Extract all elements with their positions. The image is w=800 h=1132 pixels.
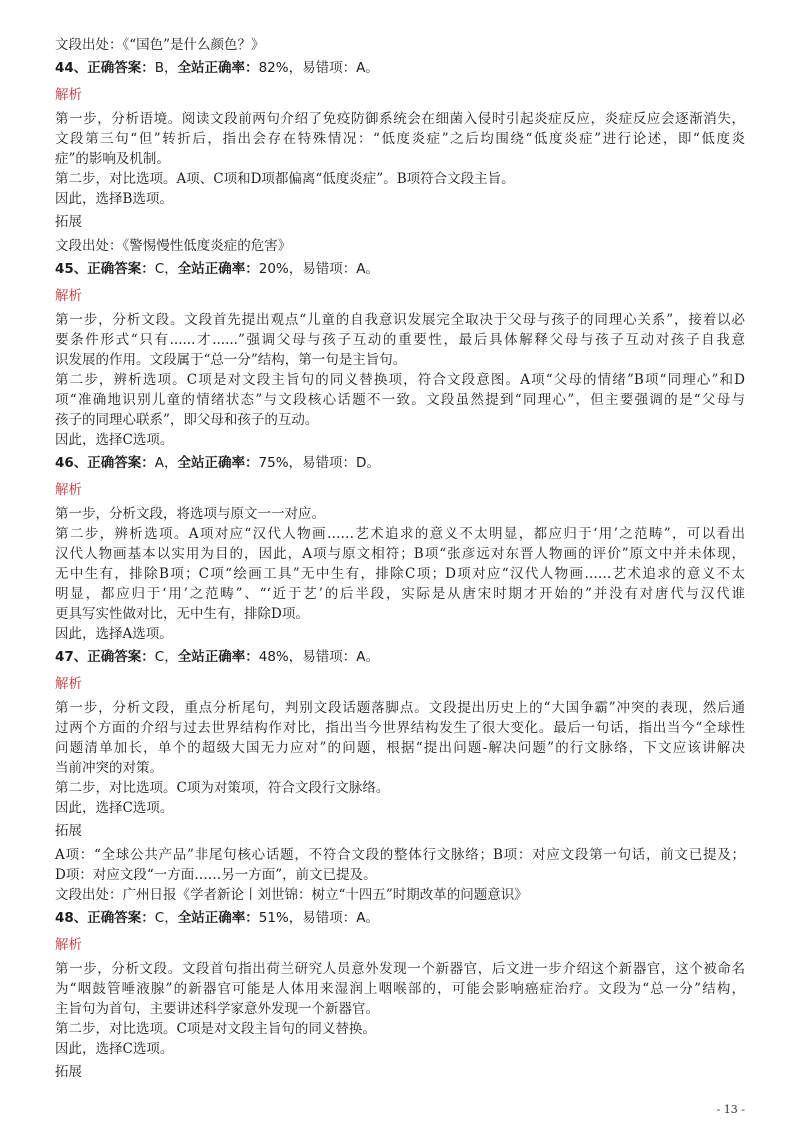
q47-answer-label: 47、正确答案： (55, 649, 155, 665)
q46-step2-line: 第二步，辨析选项。A项对应“汉代人物画……艺术追求的意义不太明显，都应归于‘用’之范畴”，可以看出 (55, 526, 745, 542)
q45-step1-line: 识发展的作用。文段属于“总一分”结构，第一句是主旨句。 (55, 352, 407, 368)
q46-conclusion: 因此，选择A选项。 (55, 626, 173, 642)
q45-analysis-label: 解析 (55, 288, 82, 304)
q46-answer-label: 46、正确答案： (55, 455, 155, 471)
q44-answer-value: B， (154, 60, 178, 76)
q46-step2-line: 汉代人物画基本以实用为目的，因此，A项与原文相符；B项“张彦远对东晋人物画的评价”原文中并未体现， (55, 546, 745, 562)
q48-step1-line: 主旨句为首句，主要讲述科学家意外发现一个新器官。 (55, 1001, 379, 1017)
q48-step1-line: 为“咽鼓管唾液腺”的新器官可能是人体用来湿润上咽喉部的，可能会影响癌症治疗。文段为“总一分”结构， (55, 981, 745, 997)
q47-analysis-label: 解析 (55, 676, 82, 692)
q48-answer-header (55, 905, 745, 932)
q44-step2-line: 第二步，对比选项。A项、C项和D项都偏离“低度炎症”。B项符合文段主旨。 (55, 171, 515, 187)
q46-step2-line: 明显，都应归于‘用’之范畴”、“‘近于艺’的后半段，实际是从唐宋时期才开始的”并没有对唐代与汉代谁 (55, 586, 745, 602)
q44-step1-line: 文段第三句“但”转折后，指出会存在特殊情况：“低度炎症”之后均围绕“低度炎症”进行论述，即“低度炎 (55, 131, 745, 147)
q47-step1-line: 问题清单加长，单个的超级大国无力应对”的问题，根据“提出问题-解决问题”的行文脉络，下文应该讲解决 (55, 740, 745, 756)
q45-step1-line: 要条件形式“只有......才......”强调父母与孩子互动的重要性，最后具体解释父母与孩子互动对孩子自我意 (55, 332, 745, 348)
q46-step1-line: 第一步，分析文段，将选项与原文一一对应。 (55, 506, 325, 522)
q47-step1-line: 当前冲突的对策。 (55, 760, 163, 776)
q47-extension-line: A项：“全球公共产品”非尾句核心话题，不符合文段的整体行文脉络；B项：对应文段第一句话，前文已提及； (55, 847, 745, 863)
q47-step1-line: 第一步，分析文段，重点分析尾句，判别文段话题落脚点。文段提出历史上的“大国争霸”冲突的表现，然后通 (55, 700, 745, 716)
q47-extension-line: D项：对应文段“一方面……另一方面”，前文已提及。 (55, 867, 377, 883)
q48-extension-label: 拓展 (55, 1064, 82, 1080)
q48-analysis-label: 解析 (55, 937, 82, 953)
q43-source: 文段出处：《“国色”是什么颜色？》 (55, 37, 265, 53)
q47-conclusion: 因此，选择C选项。 (55, 800, 174, 816)
q45-step2-line: 第二步，辨析选项。C项是对文段主旨句的同义替换项，符合文段意图。A项“父母的情绪”B项“同理心”和D (55, 372, 745, 388)
q46-step2-line: 更具写实性做对比，无中生有，排除D项。 (55, 606, 309, 622)
document-page (55, 35, 745, 1086)
q47-answer-header (55, 644, 745, 671)
q45-answer-value: C， (154, 261, 178, 277)
q45-conclusion: 因此，选择C选项。 (55, 432, 174, 448)
q47-rate-value: 48%，易错项：A。 (258, 649, 379, 665)
q48-conclusion: 因此，选择C选项。 (55, 1041, 174, 1057)
q44-rate-label: 全站正确率： (177, 60, 259, 76)
q48-step1-line: 第一步，分析文段。文段首句指出荷兰研究人员意外发现一个新器官，后文进一步介绍这个新器官，这个被命名 (55, 961, 745, 977)
q48-rate-value: 51%，易错项：A。 (258, 910, 379, 926)
q47-step2-line: 第二步，对比选项。C项为对策项，符合文段行文脉络。 (55, 780, 390, 796)
q46-analysis-label: 解析 (55, 482, 82, 498)
q46-rate-value: 75%，易错项：D。 (258, 455, 380, 471)
q45-step2-line: 孩子的同理心联系”，即父母和孩子的互动。 (55, 412, 319, 428)
q44-extension-label: 拓展 (55, 214, 82, 230)
page-number: - 13 - (716, 1103, 745, 1116)
q47-rate-label: 全站正确率： (177, 649, 259, 665)
q44-conclusion: 因此，选择B选项。 (55, 191, 173, 207)
q47-step1-line: 过两个方面的介绍与过去世界结构作对比，指出当今世界结构发生了很大变化。最后一句话，指出当今“全球性 (55, 720, 745, 736)
q45-answer-label: 45、正确答案： (55, 261, 155, 277)
q44-answer-label: 44、正确答案： (55, 60, 155, 76)
q47-extension-label: 拓展 (55, 823, 82, 839)
q44-analysis-label: 解析 (55, 87, 82, 103)
q44-step1-line: 症”的影响及机制。 (55, 151, 170, 167)
q45-rate-label: 全站正确率： (177, 261, 259, 277)
q48-answer-label: 48、正确答案： (55, 910, 155, 926)
q47-source: 文段出处：广州日报《学者新论丨刘世锦：树立“十四五”时期改革的问题意识》 (55, 887, 528, 903)
q48-rate-label: 全站正确率： (177, 910, 259, 926)
q48-step2-line: 第二步，对比选项。C项是对文段主旨句的同义替换。 (55, 1021, 376, 1037)
q44-rate-value: 82%，易错项：A。 (258, 60, 379, 76)
q45-step2-line: 项“准确地识别儿童的情绪状态”与文段核心话题不一致。文段虽然提到“同理心”，但主要强调的是“父母与 (55, 392, 745, 408)
q44-answer-header (55, 55, 745, 82)
q46-step2-line: 无中生有，排除B项；C项“绘画工具”无中生有，排除C项；D项对应“汉代人物画……艺术追求的意义不太 (55, 566, 745, 582)
q44-step1-line: 第一步，分析语境。阅读文段前两句介绍了免疫防御系统会在细菌入侵时引起炎症反应，炎症反应会逐渐消失， (55, 111, 745, 127)
q44-source: 文段出处：《警惕慢性低度炎症的危害》 (55, 238, 292, 254)
q46-answer-header (55, 450, 745, 477)
q48-answer-value: C， (154, 910, 178, 926)
q46-answer-value: A， (154, 455, 178, 471)
q46-rate-label: 全站正确率： (177, 455, 259, 471)
q45-rate-value: 20%，易错项：A。 (258, 261, 379, 277)
q45-answer-header (55, 256, 745, 283)
q45-step1-line: 第一步，分析文段。文段首先提出观点“儿童的自我意识发展完全取决于父母与孩子的同理心关系”，接着以必 (55, 312, 745, 328)
q47-answer-value: C， (154, 649, 178, 665)
